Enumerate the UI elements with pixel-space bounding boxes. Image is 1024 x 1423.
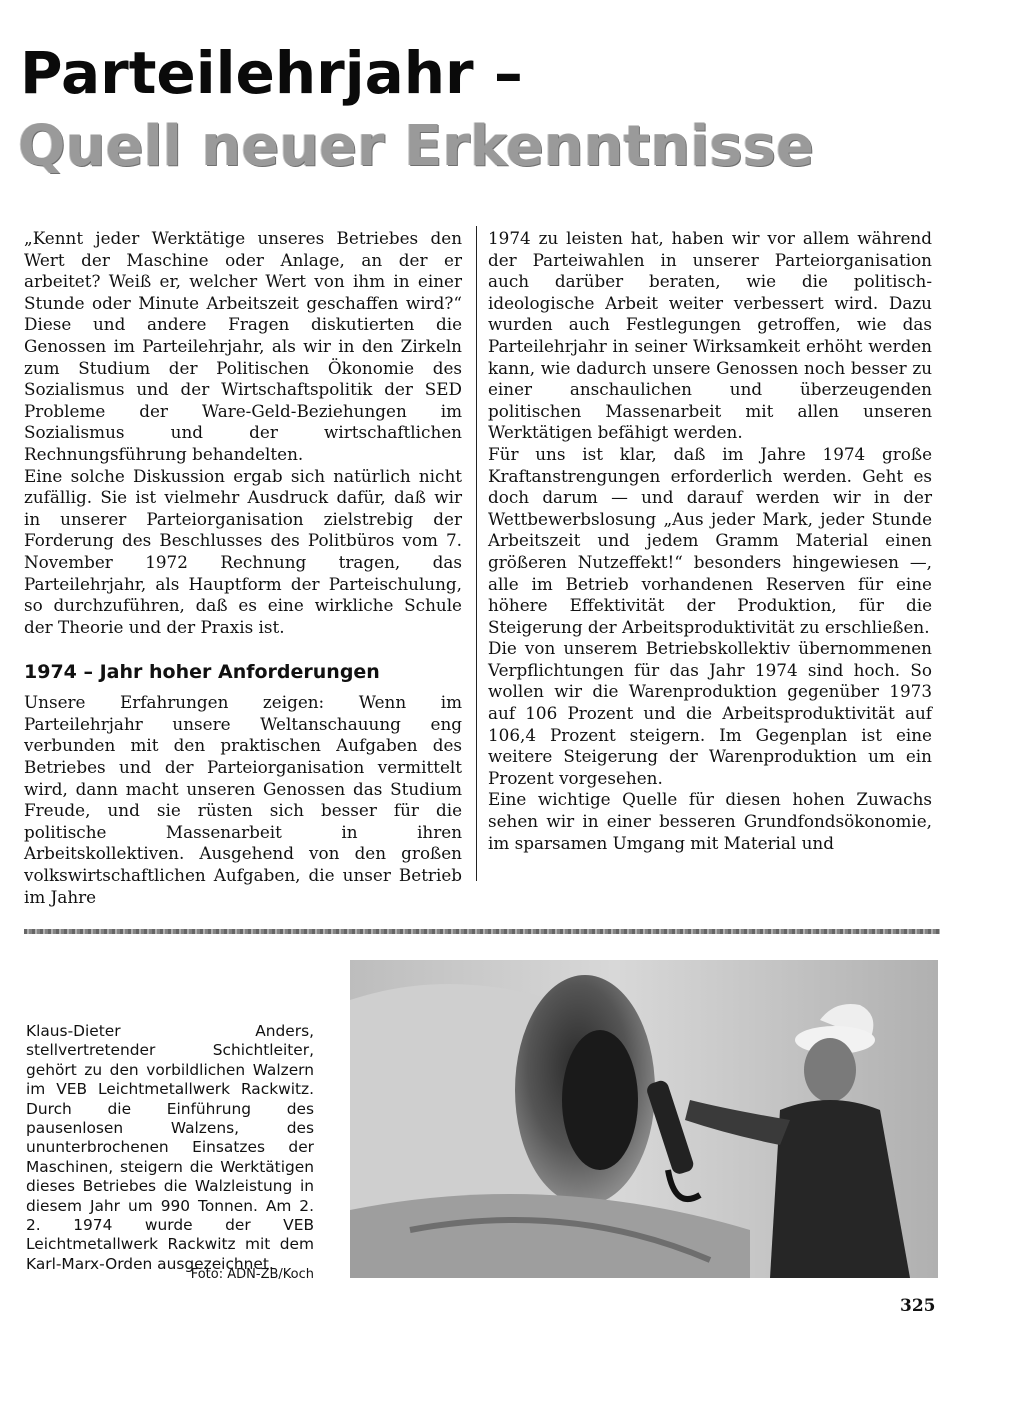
worker-photo-illustration	[350, 960, 938, 1278]
left-paragraph-2: Eine solche Diskussion ergab sich natürlich nicht zufällig. Sie ist vielmehr Ausdruck dafür, daß wir in unserer Parteiorganisation zielstrebig der Forderung des Beschlusses des Politbüros vom 7. November 1972 Rechnung tragen, das Parteilehrjahr, als Hauptform der Parteischulung, so durchzuführen, daß es eine wirkliche Schule der Theorie und der Praxis ist.	[24, 465, 462, 637]
section-divider-rule	[24, 929, 940, 934]
page-number: 325	[900, 1296, 936, 1316]
column-divider	[476, 226, 477, 881]
right-paragraph-3: Die von unserem Betriebskollektiv übernommenen Verpflichtungen für das Jahr 1974 sind hoch. So wollen wir die Warenproduktion gegenüber 1973 auf 106 Prozent und die Arbeitsproduktivität auf 106,4 Prozent steigern. Im Gegenplan ist eine weitere Steigerung der Warenproduktion um ein Prozent vorgesehen.	[488, 638, 932, 788]
left-paragraph-3: Unsere Erfahrungen zeigen: Wenn im Parteilehrjahr unsere Weltanschauung eng verbunden mit den praktischen Aufgaben des Betriebes und der Parteiorganisation vermittelt wird, dann macht unseren Genossen das Studium Freude, und sie rüsten sich besser für die politische Massenarbeit in ihren Arbeitskollektiven. Ausgehend von den großen volkswirtschaftlichen Aufgaben, die unser Betrieb im Jahre	[24, 692, 462, 907]
photo-credit: Foto: ADN-ZB/Koch	[190, 1267, 314, 1282]
photo-caption: Klaus-Dieter Anders, stellvertretender Schichtleiter, gehört zu den vorbildlichen Walzern im VEB Leichtmetallwerk Rackwitz. Durch die Einführung des pausenlosen Walzens, des ununterbrochenen Einsatzes der Maschinen, steigern die Werktätigen dieses Betriebes die Walzleistung in diesem Jahr um 990 Tonnen. Am 2. 2. 1974 wurde der VEB Leichtmetallwerk Rackwitz mit dem Karl-Marx-Orden ausgezeichnet.	[26, 1022, 314, 1273]
worker-photo	[350, 960, 938, 1278]
left-column	[24, 228, 462, 908]
article-title: Parteilehrjahr –	[20, 39, 523, 107]
article-subtitle: Quell neuer Erkenntnisse	[18, 114, 814, 179]
section-subheading: 1974 – Jahr hoher Anforderungen	[24, 661, 380, 684]
right-paragraph-4: Eine wichtige Quelle für diesen hohen Zuwachs sehen wir in einer besseren Grundfondsökonomie, im sparsamen Umgang mit Material und	[488, 789, 932, 853]
right-paragraph-2: Für uns ist klar, daß im Jahre 1974 große Kraftanstrengungen erforderlich werden. Geht es doch darum — und darauf werden wir in der Wettbewerbslosung „Aus jeder Mark, jeder Stunde Arbeitszeit und jedem Gramm Material einen größeren Nutzeffekt!“ besonders hingewiesen —, alle im Betrieb vorhandenen Reserven für eine höhere Effektivität der Produktion, für die Steigerung der Arbeitsproduktivität zu erschließen.	[488, 443, 932, 637]
left-paragraph-1: „Kennt jeder Werktätige unseres Betriebes den Wert der Maschine oder Anlage, an der er arbeitet? Weiß er, welcher Wert von ihm in einer Stunde oder Minute Arbeitszeit geschaffen wird?“ Diese und andere Fragen diskutierten die Genossen im Parteilehrjahr, als wir in den Zirkeln zum Studium der Politischen Ökonomie des Sozialismus und der Wirtschaftspolitik der SED Probleme der Ware-Geld-Beziehungen im Sozialismus und der wirtschaftlichen Rechnungsführung behandelten.	[24, 228, 462, 464]
right-paragraph-1: 1974 zu leisten hat, haben wir vor allem während der Parteiwahlen in unserer Parteiorganisation auch darüber beraten, wie die politisch-ideologische Arbeit weiter verbessert wird. Dazu wurden auch Festlegungen getroffen, wie das Parteilehrjahr in seiner Wirksamkeit erhöht werden kann, wie dadurch unsere Genossen noch besser zu einer anschaulichen und überzeugenden politischen Massenarbeit mit allen unseren Werktätigen befähigt werden.	[488, 228, 932, 443]
right-column	[488, 228, 932, 854]
